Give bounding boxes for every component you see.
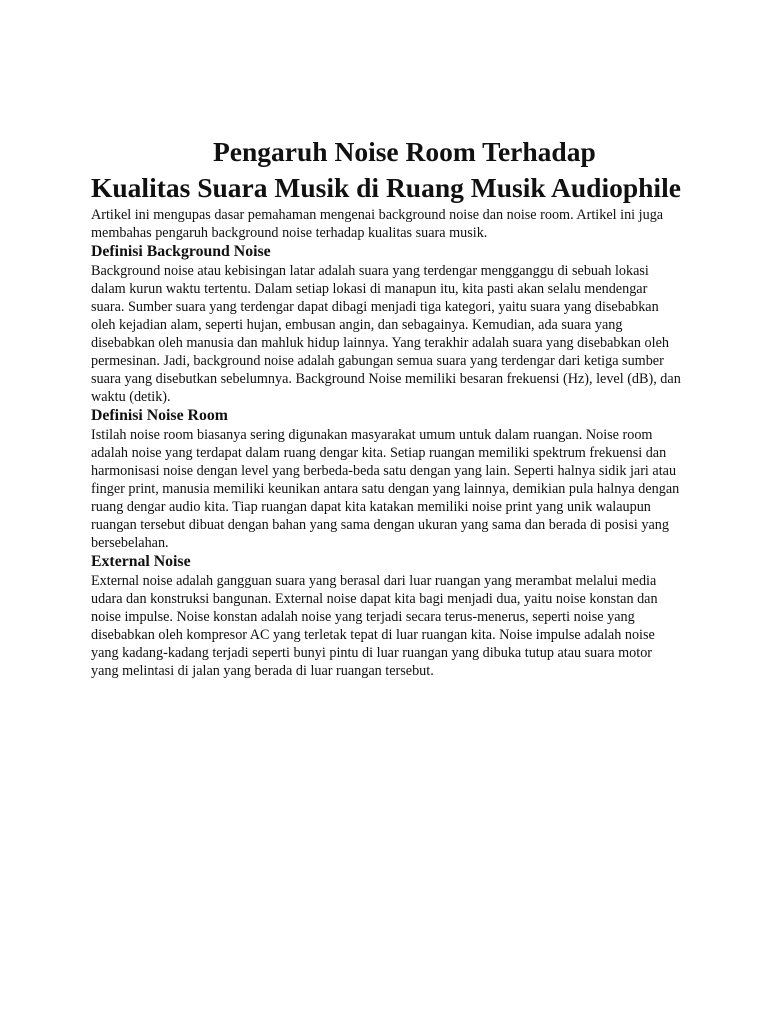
intro-paragraph: Artikel ini mengupas dasar pemahaman mengenai background noise dan noise room. Artikel ini juga membahas pengaruh background noise terhadap kualitas suara musik.: [91, 207, 664, 241]
section-heading-background-noise: Definisi Background Noise: [91, 243, 271, 260]
section-heading-external-noise: External Noise: [91, 553, 191, 570]
section-body-background-noise: Background noise atau kebisingan latar adalah suara yang terdengar mengganggu di sebuah lokasi dalam kurun waktu tertentu. Dalam setiap lokasi di manapun itu, kita pasti akan selalu mendengar suara. Sumber suara yang terdengar dapat dibagi menjadi tiga kategori, yaitu suara yang disebabkan oleh kejadian alam, seperti hujan, embusan angin, dan sebagainya. Kemudian, ada suara yang disebabkan oleh manusia dan mahluk hidup lainnya. Yang terakhir adalah suara yang disebabkan oleh permesinan. Jadi, background noise adalah gabungan semua suara yang terdengar dari ketiga sumber suara yang disebutkan sebelumnya. Background Noise memiliki besaran frekuensi (Hz), level (dB), dan waktu (detik).: [91, 263, 681, 405]
section-heading-noise-room: Definisi Noise Room: [91, 407, 228, 424]
section-body-external-noise: External noise adalah gangguan suara yang berasal dari luar ruangan yang merambat melalui media udara dan konstruksi bangunan. External noise dapat kita bagi menjadi dua, yaitu noise konstan dan noise impulse. Noise konstan adalah noise yang terjadi secara terus-menerus, seperti noise yang disebabkan oleh kompresor AC yang terletak tepat di luar ruangan kita. Noise impulse adalah noise yang kadang-kadang terjadi seperti bunyi pintu di luar ruangan yang dibuka tutup atau suara motor yang melintasi di jalan yang berada di luar ruangan tersebut.: [91, 573, 658, 679]
section-body-noise-room: Istilah noise room biasanya sering digunakan masyarakat umum untuk dalam ruangan. Noise room adalah noise yang terdapat dalam ruang dengar kita. Setiap ruangan memiliki spektrum frekuensi dan harmonisasi noise dengan level yang berbeda-beda satu dengan yang lain. Seperti halnya sidik jari atau finger print, manusia memiliki keunikan antara satu dengan yang lainnya, demikian pula halnya dengan ruang dengar audio kita. Tiap ruangan dapat kita katakan memiliki noise print yang unik walaupun ruangan tersebut dibuat dengan bahan yang sama dengan ukuran yang sama dan berada di posisi yang bersebelahan.: [91, 427, 680, 551]
document-title: Pengaruh Noise Room Terhadap Kualitas Suara Musik di Ruang Musik Audiophile: [91, 136, 681, 203]
document-page: [91, 134, 681, 680]
